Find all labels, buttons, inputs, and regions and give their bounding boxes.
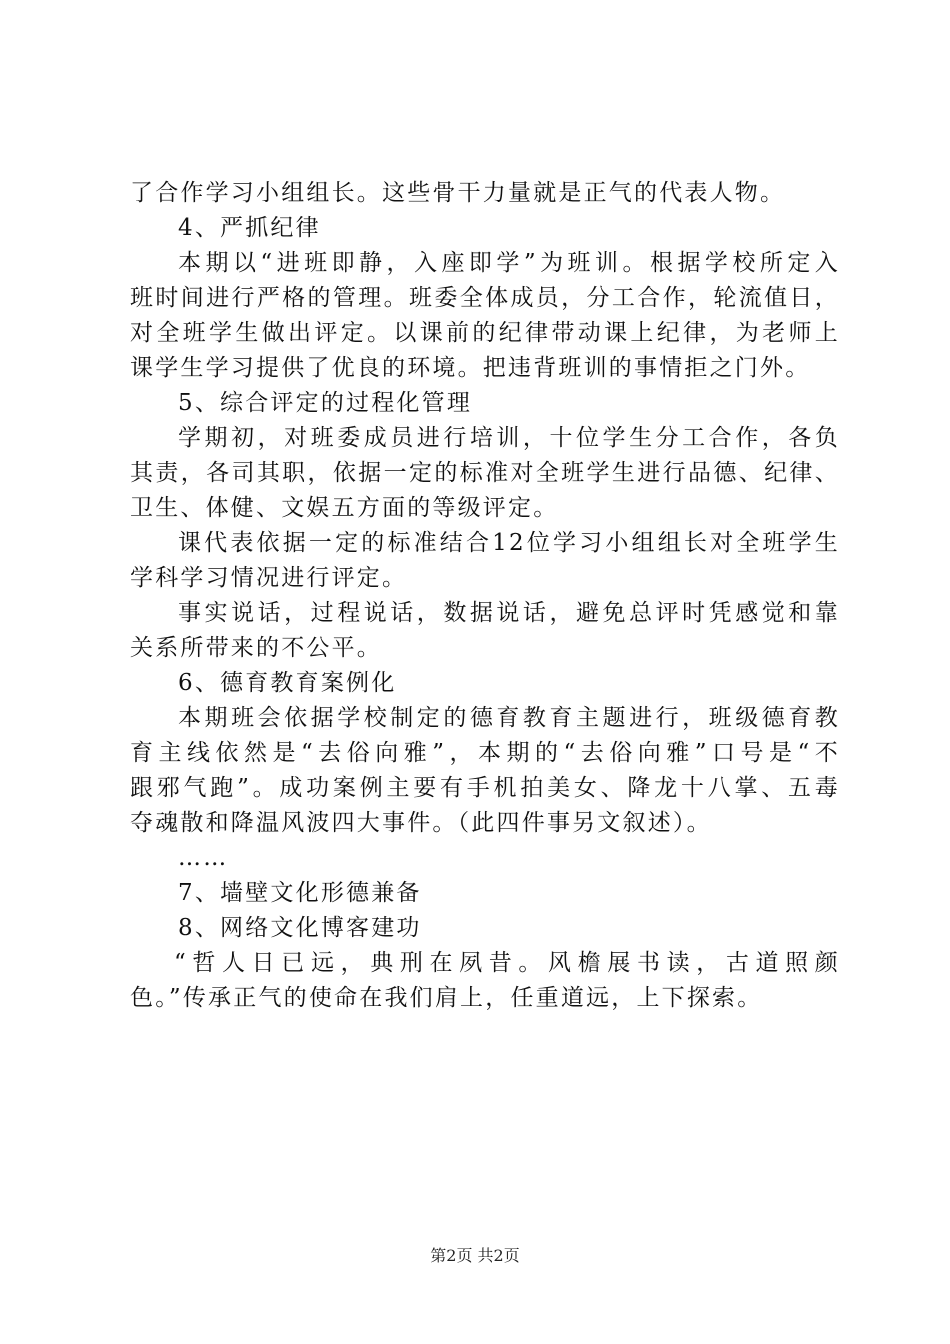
paragraph-line: 事实说话，过程说话，数据说话，避免总评时凭感觉和靠 [178, 600, 840, 626]
paragraph-line: 学科学习情况进行评定。 [130, 565, 408, 591]
page-number-footer: 第2页 共2页 [430, 1246, 520, 1265]
section-heading: 8、网络文化博客建功 [178, 915, 422, 941]
paragraph-line: 跟邪气跑”。成功案例主要有手机拍美女、降龙十八掌、五毒 [130, 775, 840, 801]
section-heading: 4、严抓纪律 [178, 215, 321, 241]
paragraph-line: 了合作学习小组组长。这些骨干力量就是正气的代表人物。 [130, 180, 786, 206]
paragraph-line: 课学生学习提供了优良的环境。把违背班训的事情拒之门外。 [130, 355, 811, 381]
ellipsis-line: …… [178, 845, 229, 871]
section-heading: 5、综合评定的过程化管理 [178, 390, 473, 416]
paragraph-line: 对全班学生做出评定。以课前的纪律带动课上纪律，为老师上 [130, 320, 840, 346]
section-heading: 7、墙壁文化形德兼备 [178, 880, 422, 906]
document-body [130, 176, 840, 1016]
paragraph-line: 本期班会依据学校制定的德育教育主题进行，班级德育教 [178, 705, 840, 731]
paragraph-line: 卫生、体健、文娱五方面的等级评定。 [130, 495, 559, 521]
paragraph-line: 本期以“进班即静，入座即学”为班训。根据学校所定入 [178, 250, 840, 276]
paragraph-line: 育主线依然是“去俗向雅”，本期的“去俗向雅”口号是“不 [130, 740, 840, 766]
paragraph-line: 其责，各司其职，依据一定的标准对全班学生进行品德、纪律、 [130, 460, 840, 486]
paragraph-line: 学期初，对班委成员进行培训，十位学生分工合作，各负 [178, 425, 840, 451]
paragraph-line: 班时间进行严格的管理。班委全体成员，分工合作，轮流值日， [130, 285, 840, 311]
paragraph-line: 课代表依据一定的标准结合12位学习小组组长对全班学生 [178, 530, 840, 556]
paragraph-line: 夺魂散和降温风波四大事件。（此四件事另文叙述）。 [130, 810, 712, 836]
quote-line: “哲人日已远，典刑在夙昔。风檐展书读，古道照颜 [174, 950, 840, 976]
section-heading: 6、德育教育案例化 [178, 670, 397, 696]
quote-line: 色。”传承正气的使命在我们肩上，任重道远，上下探索。 [130, 985, 763, 1011]
paragraph-line: 关系所带来的不公平。 [130, 635, 382, 661]
